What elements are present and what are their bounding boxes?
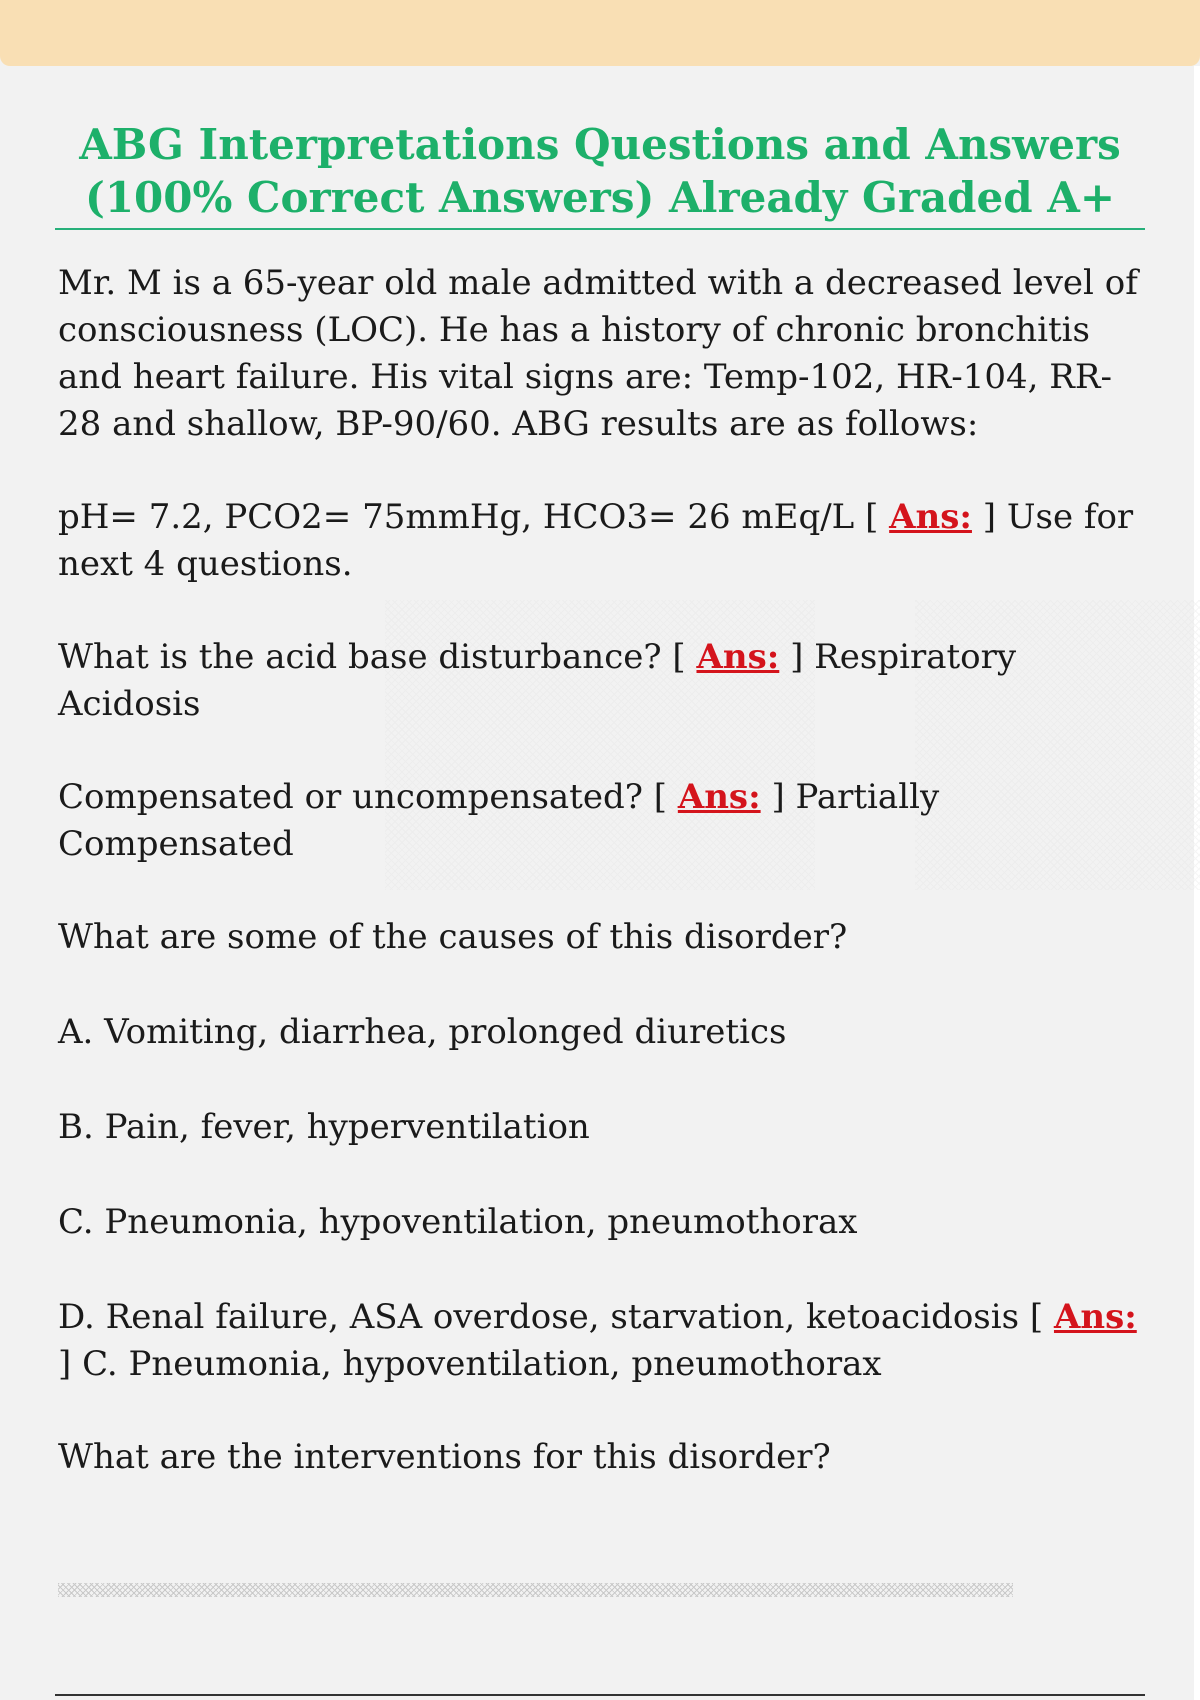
answer-label: Ans: bbox=[1053, 1297, 1137, 1337]
option-a: A. Vomiting, diarrhea, prolonged diuretics bbox=[58, 1012, 787, 1052]
option-b: B. Pain, fever, hyperventilation bbox=[58, 1107, 590, 1147]
option-d: D. Renal failure, ASA overdose, starvation, ketoacidosis [ Ans: ] C. Pneumonia, hypoventilation, pneumothorax bbox=[58, 1297, 1137, 1384]
page-title bbox=[55, 118, 1145, 230]
answer-label: Ans: bbox=[889, 497, 972, 537]
case-intro: Mr. M is a 65-year old male admitted with a decreased level of consciousness (LOC). He has a history of chronic bronchitis and heart failure. His vital signs are: Temp-102, HR-104, RR-28 and shallow, BP-90/60. ABG results are as follows: bbox=[58, 263, 1138, 444]
question-2: Compensated or uncompensated? [ Ans: ] Partially Compensated bbox=[58, 777, 940, 864]
document-body bbox=[58, 260, 1138, 1527]
question-4: What are the interventions for this disorder? bbox=[58, 1437, 831, 1477]
option-c: C. Pneumonia, hypoventilation, pneumothorax bbox=[58, 1202, 858, 1242]
question-1: What is the acid base disturbance? [ Ans: ] Respiratory Acidosis bbox=[58, 637, 1017, 724]
page-edge bbox=[1194, 66, 1200, 1700]
title-line-1: ABG Interpretations Questions and Answers bbox=[79, 120, 1121, 169]
title-line-2: (100% Correct Answers) Already Graded A+ bbox=[84, 173, 1116, 222]
top-banner bbox=[0, 0, 1200, 66]
answer-label: Ans: bbox=[677, 777, 761, 817]
redacted-answer-bar bbox=[58, 1583, 1013, 1597]
answer-label: Ans: bbox=[696, 637, 780, 677]
page-divider bbox=[55, 1694, 1145, 1696]
abg-values: pH= 7.2, PCO2= 75mmHg, HCO3= 26 mEq/L [ Ans: ] Use for next 4 questions. bbox=[58, 497, 1134, 584]
question-3: What are some of the causes of this disorder? bbox=[58, 917, 848, 957]
